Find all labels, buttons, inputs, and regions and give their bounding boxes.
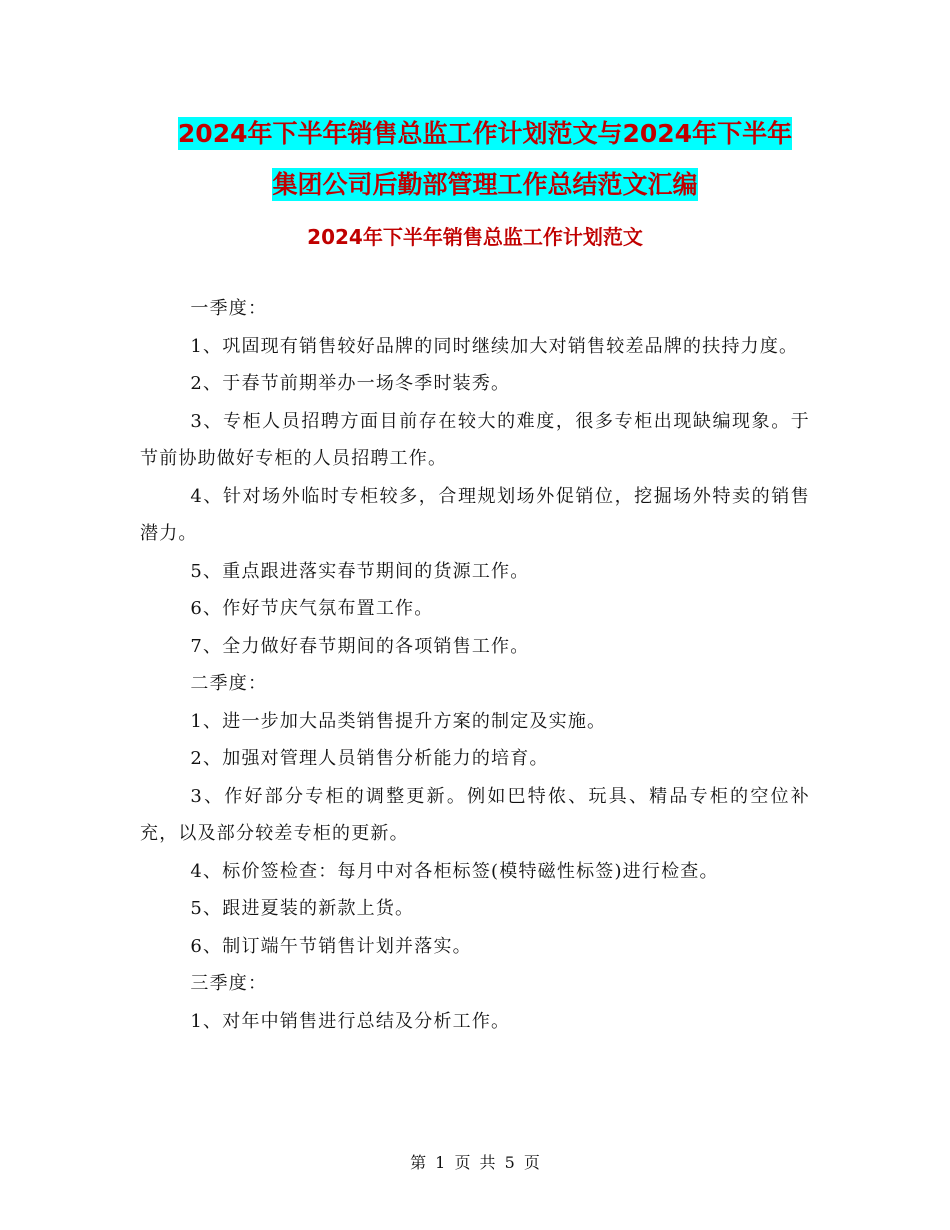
paragraph: 6、作好节庆气氛布置工作。 bbox=[190, 598, 434, 619]
paragraph: 7、全力做好春节期间的各项销售工作。 bbox=[190, 635, 530, 657]
paragraph: 三季度： bbox=[190, 973, 268, 994]
section-title: 2024年下半年销售总监工作计划范文 bbox=[307, 225, 643, 249]
paragraph: 1、对年中销售进行总结及分析工作。 bbox=[190, 1010, 511, 1032]
paragraph: 1、进一步加大品类销售提升方案的制定及实施。 bbox=[190, 710, 607, 732]
paragraph: 3、专柜人员招聘方面目前存在较大的难度，很多专柜出现缺编现象。于节前协助做好专柜的人员招聘工作。 bbox=[140, 410, 810, 469]
page-footer: 第 1 页 共 5 页 bbox=[410, 1153, 540, 1172]
document-title-line-2: 集团公司后勤部管理工作总结范文汇编 bbox=[272, 170, 698, 199]
document-title bbox=[140, 108, 830, 210]
paragraph: 2、加强对管理人员销售分析能力的培育。 bbox=[190, 748, 549, 769]
paragraph: 5、重点跟进落实春节期间的货源工作。 bbox=[190, 560, 530, 582]
paragraph: 2、于春节前期举办一场冬季时装秀。 bbox=[190, 373, 511, 394]
paragraph: 3、作好部分专柜的调整更新。例如巴特侬、玩具、精品专柜的空位补充，以及部分较差专柜的更新。 bbox=[140, 785, 810, 844]
document-body bbox=[140, 290, 810, 1040]
paragraph: 二季度： bbox=[190, 673, 268, 694]
paragraph: 4、标价签检查：每月中对各柜标签(模特磁性标签)进行检查。 bbox=[190, 860, 719, 882]
paragraph: 4、针对场外临时专柜较多，合理规划场外促销位，挖掘场外特卖的销售潜力。 bbox=[140, 485, 810, 544]
paragraph: 1、巩固现有销售较好品牌的同时继续加大对销售较差品牌的扶持力度。 bbox=[190, 335, 799, 357]
paragraph: 一季度： bbox=[190, 298, 268, 319]
paragraph: 5、跟进夏装的新款上货。 bbox=[190, 898, 415, 919]
paragraph: 6、制订端午节销售计划并落实。 bbox=[190, 935, 472, 957]
document-title-line-1: 2024年下半年销售总监工作计划范文与2024年下半年 bbox=[177, 119, 793, 148]
